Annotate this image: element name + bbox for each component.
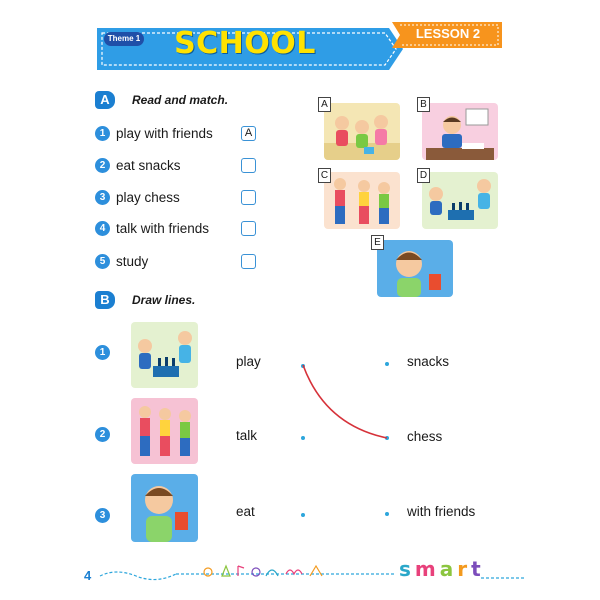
- boy-eating-snacks-illustration: [377, 240, 453, 297]
- section-a-title: Read and match.: [132, 93, 229, 107]
- row-picture: [131, 398, 198, 464]
- item-text: study: [116, 254, 149, 269]
- kids-playing-illustration: [324, 103, 400, 160]
- right-word: with friends: [407, 504, 476, 519]
- picture-label: E: [371, 235, 384, 250]
- page-number: 4: [84, 568, 92, 583]
- picture-label: B: [417, 97, 430, 112]
- friends-talking-illustration: [131, 398, 198, 464]
- row-number: 1: [95, 345, 110, 360]
- example-answer-line: [295, 355, 395, 445]
- answer-box[interactable]: [241, 221, 256, 236]
- kids-chess-illustration: [422, 172, 498, 229]
- picture-label: A: [318, 97, 331, 112]
- row-number: 3: [95, 508, 110, 523]
- item-number: 3: [95, 190, 110, 205]
- item-number: 2: [95, 158, 110, 173]
- kids-chess-illustration: [131, 322, 198, 388]
- picture-e: [377, 240, 453, 297]
- picture-b: [422, 103, 498, 160]
- item-number: 4: [95, 221, 110, 236]
- item-text: play with friends: [116, 126, 213, 141]
- answer-box[interactable]: A: [241, 126, 256, 141]
- row-picture: [131, 322, 198, 388]
- boy-eating-snacks-illustration: [131, 474, 198, 542]
- item-text: play chess: [116, 190, 180, 205]
- match-dot[interactable]: [385, 512, 389, 516]
- section-b-badge: B: [95, 291, 115, 309]
- brand-letter: a: [439, 557, 458, 581]
- row-number: 2: [95, 427, 110, 442]
- item-text: talk with friends: [116, 221, 210, 236]
- theme-label: Theme 1: [104, 32, 144, 46]
- left-word: eat: [236, 504, 255, 519]
- item-text: eat snacks: [116, 158, 181, 173]
- brand-letter: r: [457, 557, 472, 581]
- answer-box[interactable]: [241, 254, 256, 269]
- row-picture: [131, 474, 198, 542]
- picture-label: C: [318, 168, 331, 183]
- item-number: 5: [95, 254, 110, 269]
- section-a-badge: A: [95, 91, 115, 109]
- brand-letter: m: [414, 557, 440, 581]
- picture-label: D: [417, 168, 430, 183]
- picture-a: [324, 103, 400, 160]
- brand-letter: s: [399, 557, 415, 581]
- brand-letter: t: [471, 557, 485, 581]
- answer-box[interactable]: [241, 190, 256, 205]
- lesson-label: LESSON 2: [415, 26, 481, 41]
- match-dot[interactable]: [301, 513, 305, 517]
- item-number: 1: [95, 126, 110, 141]
- picture-d: [422, 172, 498, 229]
- answer-box[interactable]: [241, 158, 256, 173]
- picture-c: [324, 172, 400, 229]
- left-word: talk: [236, 428, 258, 443]
- right-word: chess: [407, 429, 443, 444]
- friends-talking-illustration: [324, 172, 400, 229]
- brand-logo: [399, 557, 485, 581]
- right-word: snacks: [407, 354, 450, 369]
- page-title: SCHOOL: [174, 26, 316, 61]
- boy-studying-illustration: [422, 103, 498, 160]
- left-word: play: [236, 354, 261, 369]
- section-b-title: Draw lines.: [132, 293, 196, 307]
